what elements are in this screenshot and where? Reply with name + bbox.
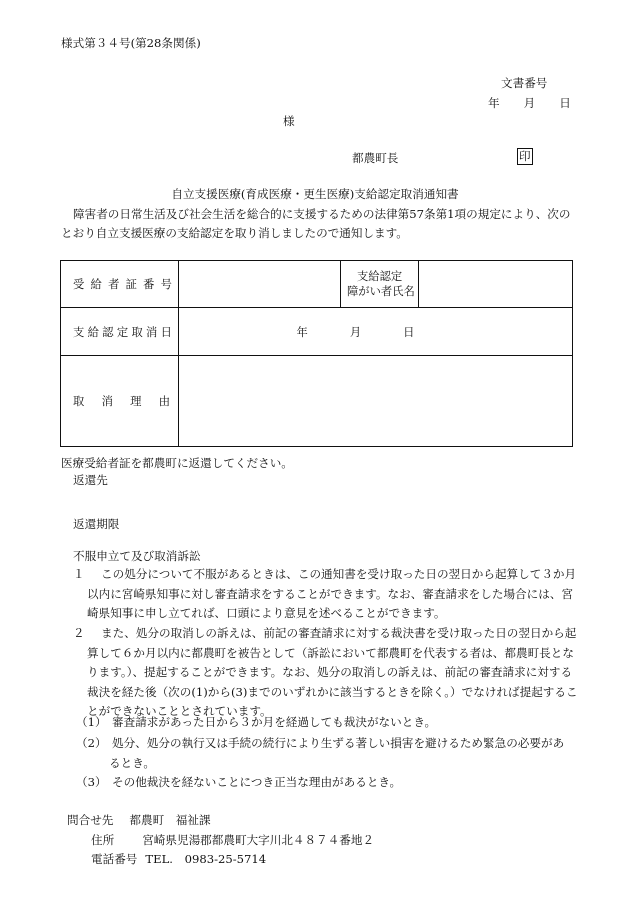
phone-value: TEL. 0983-25-5714	[145, 852, 267, 866]
label-char: 消	[101, 395, 113, 408]
item-text: 処分、処分の執行又は手続の続行により生ずる著しい損害を避けるため緊急の必要があ	[112, 736, 565, 750]
return-deadline-label: 返還期限	[73, 517, 120, 531]
item-label: （1）	[76, 715, 107, 729]
paragraph-text: また、処分の取消しの訴えは、前記の審査請求に対する裁決書を受け取った日の翌日から起算して６か月以内に都農町を被告として（訴訟において都農町を代表する者は、都農町長となります。）、提起することができます。なお、処分の取消しの訴えは、前記の審査請求に対する裁決を経た後（次の(1)から(3)までのいずれかに該当するときを除く。）でなければ提起することができないこととされています。	[87, 626, 578, 718]
label-char: 定	[116, 325, 129, 339]
date-month: 月	[523, 96, 536, 110]
item-text: その他裁決を経ないことにつき正当な理由があるとき。	[112, 775, 402, 789]
document-number-label: 文書番号	[501, 76, 548, 90]
cert-number-value	[179, 261, 341, 308]
revoke-date-label-cell	[61, 308, 179, 356]
intro-line-2: とおり自立支援医療の支給認定を取り消しましたので通知します。	[61, 226, 408, 240]
label-char: 号	[160, 278, 172, 291]
label-char: 取	[73, 395, 85, 408]
revoke-date-value	[179, 308, 573, 356]
contact-label: 問合せ先	[67, 813, 114, 827]
label-char: 消	[146, 325, 158, 339]
return-instruction: 医療受給者証を都農町に返還してください。	[61, 456, 293, 470]
item-label: （3）	[76, 775, 107, 789]
reason-label	[61, 393, 178, 409]
label-char: 理	[130, 395, 142, 408]
cert-number-label	[61, 276, 178, 292]
phone-line	[91, 851, 266, 867]
label-char: 取	[131, 325, 143, 339]
form-number: 様式第３４号(第28条関係)	[61, 36, 201, 50]
label-char: 証	[125, 278, 137, 291]
table-row	[61, 261, 573, 308]
document-title: 自立支援医療(育成医療・更生医療)支給認定取消通知書	[171, 187, 459, 201]
revoke-day: 日	[403, 325, 415, 339]
label-char: 給	[87, 325, 99, 339]
certificate-info-table	[60, 260, 573, 447]
contact-organization: 都農町 福祉課	[129, 813, 211, 827]
label-char: 番	[143, 278, 155, 291]
revoke-month: 月	[349, 325, 362, 339]
table-row	[61, 356, 573, 447]
exception-item-2	[76, 734, 576, 773]
exception-item-3	[76, 773, 576, 793]
intro-text	[61, 205, 581, 243]
recipient-name-value	[419, 261, 573, 308]
cert-number-label-cell	[61, 261, 179, 308]
address-line	[91, 832, 374, 848]
appeal-paragraph-2	[73, 624, 578, 722]
date-day: 日	[559, 96, 571, 110]
paragraph-number: １	[73, 567, 85, 581]
label-char: 認	[102, 325, 114, 339]
revoke-date-label	[61, 324, 178, 340]
date-year: 年	[488, 96, 500, 110]
label-char: 日	[160, 325, 172, 339]
name-label-2: 障がい者氏名	[347, 285, 415, 298]
seal-mark: 印	[519, 149, 531, 163]
phone-label: 電話番号	[91, 852, 138, 866]
paragraph-text: この処分について不服があるときは、この通知書を受け取った日の翌日から起算して３か月以内に宮崎県知事に対し審査請求をすることができます。なお、審査請求をした場合には、宮崎県知事に申し立てれば、口頭により意見を述べることができます。	[87, 567, 577, 620]
return-destination-label: 返還先	[73, 473, 108, 487]
intro-line-1: 障害者の日常生活及び社会生活を総合的に支援するための法律第57条第1項の規定により、次の	[73, 207, 571, 221]
exception-item-1	[76, 713, 576, 733]
table-row	[61, 308, 573, 356]
item-label: （2）	[76, 736, 107, 750]
label-char: 由	[158, 395, 170, 408]
label-char: 受	[73, 278, 85, 291]
item-text: 審査請求があった日から３か月を経過しても裁決がないとき。	[112, 715, 437, 729]
label-char: 支	[73, 325, 85, 339]
appeal-section-title: 不服申立て及び取消訴訟	[73, 549, 201, 563]
recipient-name-label-cell	[341, 261, 419, 308]
label-char: 者	[108, 278, 120, 291]
reason-value	[179, 356, 573, 447]
item-text-continued: るとき。	[109, 755, 155, 770]
address-label: 住所	[91, 833, 115, 847]
label-char: 給	[90, 278, 102, 291]
issuer-name: 都農町長	[352, 151, 399, 165]
reason-label-cell	[61, 356, 179, 447]
appeal-paragraph-1	[73, 565, 578, 624]
contact-line	[67, 812, 211, 828]
paragraph-number: ２	[73, 626, 85, 640]
issue-date	[488, 95, 571, 111]
name-label-1: 支給認定	[357, 270, 403, 283]
revoke-year: 年	[296, 325, 308, 339]
recipient-suffix: 様	[283, 114, 295, 128]
address-value: 宮崎県児湯郡都農町大字川北４８７４番地２	[142, 833, 375, 847]
